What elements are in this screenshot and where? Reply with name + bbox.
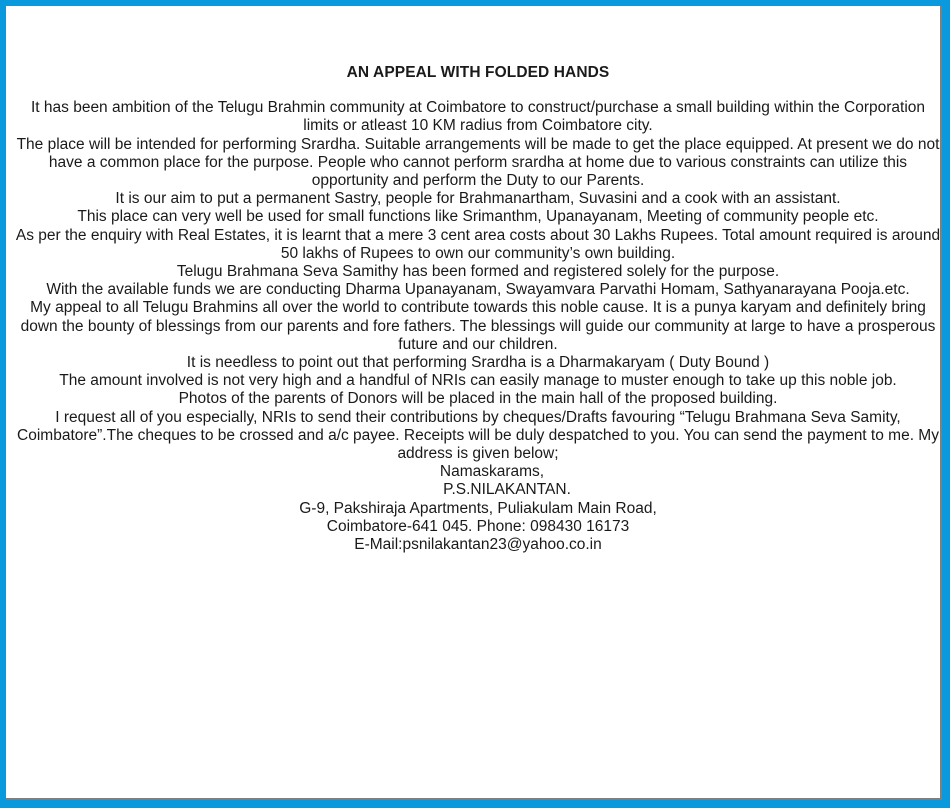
paragraph-functions: This place can very well be used for small functions like Srimanthm, Upanayanam, Meeting of community people etc. xyxy=(77,208,879,226)
paragraph-amount: The amount involved is not very high and a handful of NRIs can easily manage to muster enough to take up this noble job. xyxy=(59,372,897,390)
signature-name: P.S.NILAKANTAN. xyxy=(443,481,571,499)
paragraph-ambition: It has been ambition of the Telugu Brahmin community at Coimbatore to construct/purchase a small building within the Corporation limits or atleast 10 KM radius from Coimbatore city. xyxy=(30,99,926,135)
signature-city-phone: Coimbatore-641 045. Phone: 098430 16173 xyxy=(326,517,630,535)
paragraph-samithy: Telugu Brahmana Seva Samithy has been formed and registered solely for the purpose. xyxy=(176,263,780,281)
paragraph-dharmakaryam: It is needless to point out that performing Srardha is a Dharmakaryam ( Duty Bound ) xyxy=(186,354,770,372)
paragraph-cost: As per the enquiry with Real Estates, it is learnt that a mere 3 cent area costs about 30 Lakhs Rupees. Total amount required is around 50 lakhs of Rupees to own our community’s own building. xyxy=(15,226,941,262)
document-title: AN APPEAL WITH FOLDED HANDS xyxy=(346,64,610,81)
paragraph-request: I request all of you especially, NRIs to send their contributions by cheques/Drafts favouring “Telugu Brahmana Seva Samity, Coimbatore”.The cheques to be crossed and a/c payee. Receipts will be duly despatched to you. You can send the payment to me. My address is given below; xyxy=(17,408,939,463)
signature-block xyxy=(14,463,942,554)
paragraph-funds: With the available funds we are conducting Dharma Upanayanam, Swayamvara Parvathi Homam, Sathyanarayana Pooja.etc. xyxy=(46,281,910,299)
signature-greeting: Namaskarams, xyxy=(439,463,545,481)
signature-email[interactable]: E-Mail:psnilakantan23@yahoo.co.in xyxy=(354,536,602,554)
paragraph-appeal: My appeal to all Telugu Brahmins all over the world to contribute towards this noble cause. It is a punya karyam and definitely bring down the bounty of blessings from our parents and fore fathers. The blessings will guide our community at large to have a prosperous future and our children. xyxy=(20,299,936,353)
paragraph-purpose: The place will be intended for performing Srardha. Suitable arrangements will be made to get the place equipped. At present we do not have a common place for the purpose. People who cannot perform srardha at home due to various constraints can utilize this opportunity and perform the Duty to our Parents. xyxy=(16,135,940,190)
signature-address: G-9, Pakshiraja Apartments, Puliakulam Main Road, xyxy=(299,499,657,517)
appeal-document xyxy=(14,64,942,554)
paragraph-photos: Photos of the parents of Donors will be placed in the main hall of the proposed building. xyxy=(178,390,778,408)
paragraph-aim: It is our aim to put a permanent Sastry, people for Brahmanartham, Suvasini and a cook with an assistant. xyxy=(115,190,841,208)
